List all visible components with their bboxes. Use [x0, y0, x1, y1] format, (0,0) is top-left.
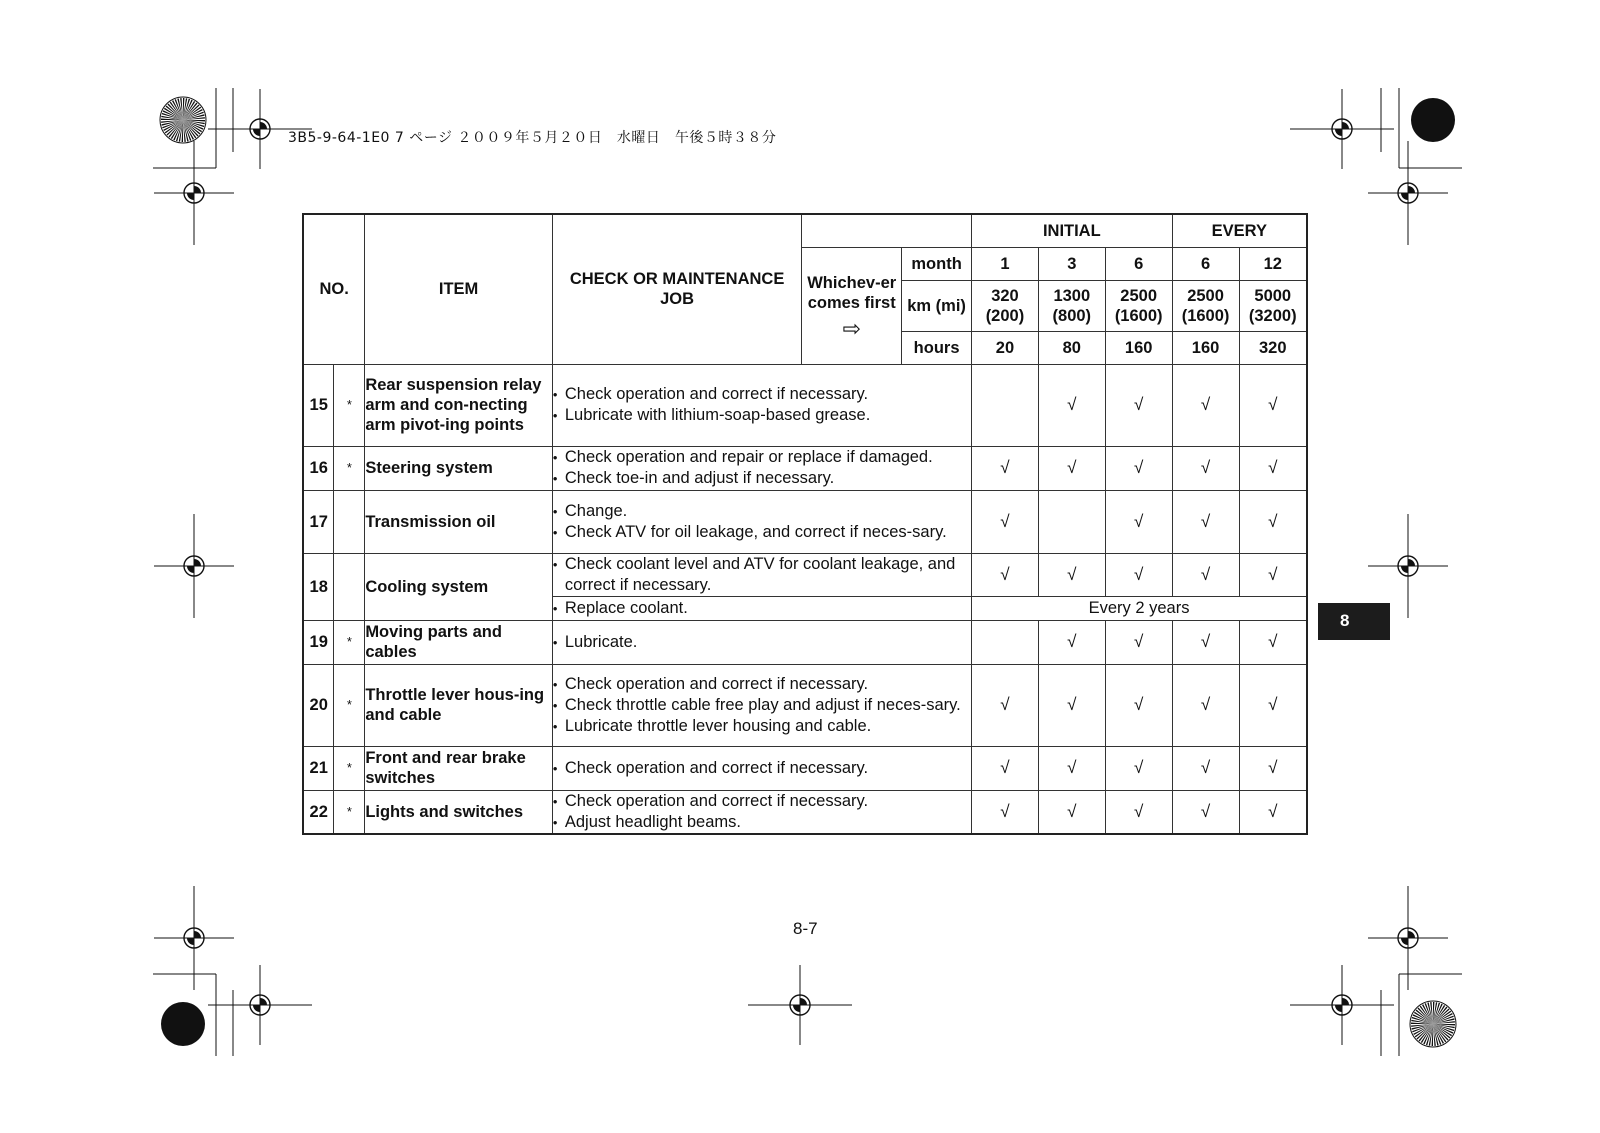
interval-check: √	[972, 664, 1039, 746]
interval-check: √	[1172, 553, 1239, 596]
row-number: 22	[303, 790, 334, 834]
row-number: 18	[303, 553, 334, 620]
header-whichever: Whichev-er comes first ⇨	[802, 247, 902, 364]
interval-check: √	[972, 553, 1039, 596]
hours-value: 20	[972, 331, 1039, 364]
job-list	[552, 664, 971, 746]
month-value: 1	[972, 247, 1039, 280]
job-list	[552, 620, 971, 664]
item-name: Moving parts and cables	[365, 620, 553, 664]
job-line: • Lubricate with lithium-soap-based grease.	[553, 405, 971, 426]
label-hours: hours	[902, 331, 972, 364]
interval-check: √	[1172, 620, 1239, 664]
table-row	[303, 620, 1307, 664]
hours-value: 160	[1172, 331, 1239, 364]
month-value: 3	[1038, 247, 1105, 280]
hours-value: 160	[1105, 331, 1172, 364]
interval-check: √	[1172, 446, 1239, 490]
month-value: 12	[1239, 247, 1307, 280]
job-line: • Lubricate throttle lever housing and cable.	[553, 716, 971, 737]
interval-check: √	[1038, 790, 1105, 834]
km-value: 1300 (800)	[1038, 280, 1105, 331]
header-every: EVERY	[1172, 214, 1307, 247]
item-name: Front and rear brake switches	[365, 746, 553, 790]
job-line: • Change.	[553, 501, 971, 522]
dealer-service-asterisk: *	[334, 364, 365, 446]
interval-check: √	[972, 446, 1039, 490]
job-line: • Check throttle cable free play and adjust if neces-sary.	[553, 695, 971, 716]
interval-check: √	[1239, 620, 1307, 664]
interval-check: √	[1239, 490, 1307, 553]
job-line: • Check operation and correct if necessary.	[553, 758, 971, 779]
interval-span: Every 2 years	[972, 596, 1307, 620]
row-number: 15	[303, 364, 334, 446]
chapter-tab: 8	[1318, 603, 1390, 640]
job-list	[552, 553, 971, 596]
dealer-service-asterisk: *	[334, 664, 365, 746]
month-value: 6	[1172, 247, 1239, 280]
table-row	[303, 364, 1307, 446]
crosshair-mark	[1290, 965, 1394, 1045]
interval-check: √	[1038, 664, 1105, 746]
header-initial: INITIAL	[972, 214, 1173, 247]
interval-check: √	[1172, 790, 1239, 834]
item-name: Rear suspension relay arm and con-necting arm pivot-ing points	[365, 364, 553, 446]
job-line: • Check operation and correct if necessary.	[553, 674, 971, 695]
item-name: Transmission oil	[365, 490, 553, 553]
row-number: 21	[303, 746, 334, 790]
interval-check: √	[1172, 746, 1239, 790]
job-line: • Adjust headlight beams.	[553, 812, 971, 833]
registration-disc-bottom-right	[1410, 1001, 1456, 1047]
interval-check: √	[1105, 620, 1172, 664]
month-value: 6	[1105, 247, 1172, 280]
job-line: • Check ATV for oil leakage, and correct if neces-sary.	[553, 522, 971, 543]
row-number: 16	[303, 446, 334, 490]
maintenance-schedule-table	[302, 213, 1308, 835]
crosshair-mark	[208, 965, 312, 1045]
job-line: • Check operation and correct if necessary.	[553, 384, 971, 405]
hours-value: 320	[1239, 331, 1307, 364]
job-list	[552, 490, 971, 553]
hours-value: 80	[1038, 331, 1105, 364]
item-name: Steering system	[365, 446, 553, 490]
km-value: 5000 (3200)	[1239, 280, 1307, 331]
interval-check: √	[1239, 553, 1307, 596]
job-list	[552, 790, 971, 834]
interval-check: √	[1105, 364, 1172, 446]
km-value: 2500 (1600)	[1105, 280, 1172, 331]
table-row	[303, 746, 1307, 790]
interval-check: √	[1038, 553, 1105, 596]
interval-check: √	[1172, 364, 1239, 446]
km-value: 320 (200)	[972, 280, 1039, 331]
job-line: • Check coolant level and ATV for coolant leakage, and correct if necessary.	[553, 554, 971, 595]
interval-check: √	[1105, 664, 1172, 746]
crosshair-mark	[154, 141, 234, 245]
interval-check: √	[1239, 664, 1307, 746]
file-stamp: 3B5-9-64-1E0 7 ページ ２００９年５月２０日 水曜日 午後５時３８分	[288, 130, 777, 146]
interval-check: √	[1038, 364, 1105, 446]
crosshair-mark	[748, 965, 852, 1045]
job-line: • Check operation and repair or replace if damaged.	[553, 447, 971, 468]
dealer-service-asterisk: *	[334, 746, 365, 790]
row-number: 20	[303, 664, 334, 746]
dealer-service-asterisk	[334, 490, 365, 553]
interval-check: √	[1239, 746, 1307, 790]
table-row	[303, 553, 1307, 596]
row-number: 17	[303, 490, 334, 553]
interval-check: √	[1038, 620, 1105, 664]
job-list	[552, 746, 971, 790]
job-line: • Check toe-in and adjust if necessary.	[553, 468, 971, 489]
header-job: CHECK OR MAINTENANCE JOB	[552, 214, 801, 364]
label-km: km (mi)	[902, 280, 972, 331]
job-line: • Lubricate.	[553, 632, 971, 653]
interval-check: √	[1105, 746, 1172, 790]
item-name: Lights and switches	[365, 790, 553, 834]
interval-check: √	[972, 746, 1039, 790]
item-name: Cooling system	[365, 553, 553, 620]
dealer-service-asterisk	[334, 553, 365, 620]
interval-check: √	[1239, 790, 1307, 834]
dealer-service-asterisk: *	[334, 790, 365, 834]
header-item: ITEM	[365, 214, 553, 364]
interval-check: √	[1105, 446, 1172, 490]
interval-check: √	[1239, 446, 1307, 490]
row-number: 19	[303, 620, 334, 664]
job-line: • Check operation and correct if necessary.	[553, 791, 971, 812]
job-line: • Replace coolant.	[553, 598, 971, 619]
label-month: month	[902, 247, 972, 280]
dealer-service-asterisk: *	[334, 446, 365, 490]
interval-check: √	[1172, 490, 1239, 553]
dealer-service-asterisk: *	[334, 620, 365, 664]
solid-disc-top-right	[1411, 98, 1455, 142]
interval-check: √	[1239, 364, 1307, 446]
job-list	[552, 446, 971, 490]
km-value: 2500 (1600)	[1172, 280, 1239, 331]
table-row	[303, 664, 1307, 746]
job-list	[552, 364, 971, 446]
interval-check	[1038, 490, 1105, 553]
interval-check: √	[1038, 446, 1105, 490]
interval-check	[972, 364, 1039, 446]
item-name: Throttle lever hous-ing and cable	[365, 664, 553, 746]
crosshair-mark	[1368, 141, 1448, 245]
interval-check: √	[1105, 490, 1172, 553]
page-number: 8-7	[793, 919, 818, 938]
table-row	[303, 490, 1307, 553]
table-row	[303, 790, 1307, 834]
interval-check	[972, 620, 1039, 664]
interval-check: √	[1105, 790, 1172, 834]
header-no: NO.	[303, 214, 365, 364]
crosshair-mark	[154, 514, 234, 618]
header-blank	[802, 214, 972, 247]
interval-check: √	[972, 490, 1039, 553]
job-list	[552, 596, 971, 620]
interval-check: √	[1038, 746, 1105, 790]
crosshair-mark	[1290, 89, 1394, 169]
right-arrow-icon: ⇨	[842, 315, 861, 341]
interval-check: √	[1105, 553, 1172, 596]
interval-check: √	[1172, 664, 1239, 746]
table-row	[303, 446, 1307, 490]
registration-disc-top-left	[160, 97, 206, 143]
solid-disc-bottom-left	[161, 1002, 205, 1046]
interval-check: √	[972, 790, 1039, 834]
